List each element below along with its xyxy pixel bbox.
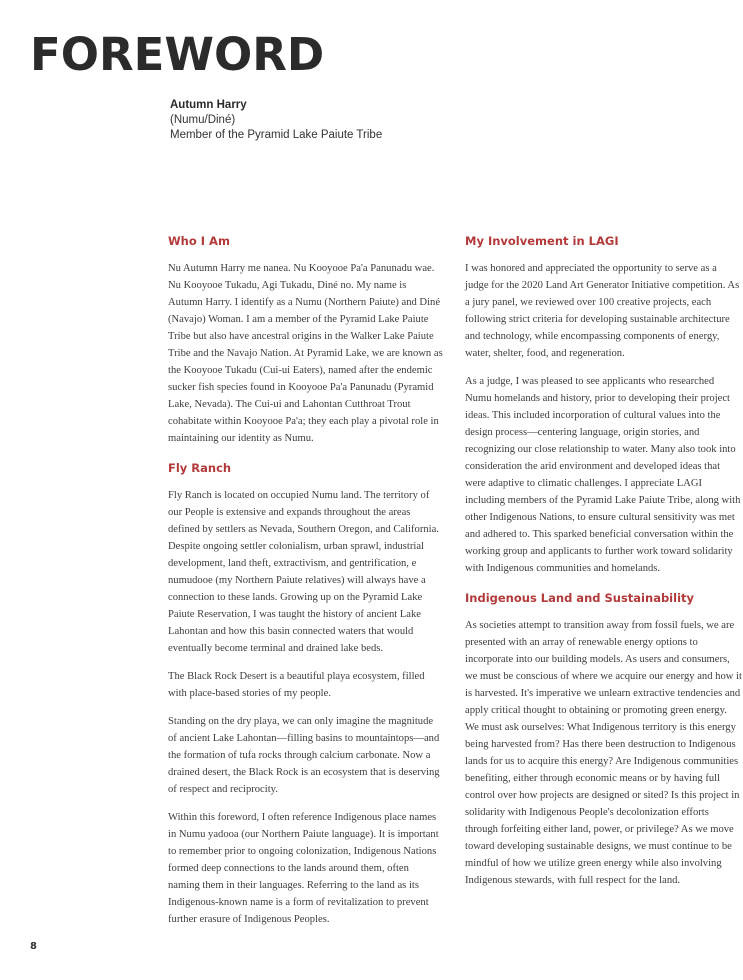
section-heading-sustainability: Indigenous Land and Sustainability — [465, 591, 695, 605]
author-nation: (Numu/Diné) — [170, 114, 236, 126]
section-who-i-am — [168, 234, 443, 447]
author-name: Autumn Harry — [170, 99, 247, 111]
page-title: FOREWORD — [30, 28, 325, 81]
paragraph: As societies attempt to transition away from fossil fuels, we are presented with an array of renewable energy options to incorporate into our building models. As users and consumers, we must be conscious of where we acquire our energy and how it is harvested. It's imperative we unlearn extractive tendencies and apply critical thought to obtaining or promoting green energy. We must ask ourselves: What Indigenous territory is this energy being harvested from? Has there been destruction to Indigenous lands for us to acquire this energy? Are Indigenous communities benefiting, either through economic means or by having full control over how projects are designed or sited? Is this project in solidarity with Indigenous People's decolonization efforts through forfeiting either land, power, or privilege? As we move toward developing sustainable designs, we must continue to be mindful of how we utilize green energy while also involving Indigenous stewards, with full respect for the land. — [465, 620, 742, 886]
paragraph: As a judge, I was pleased to see applicants who researched Numu homelands and history, prior to developing their project ideas. This included incorporation of cultural values into the design process—centering language, origin stories, and recognizing our close relationship to water. Many also took into consideration the arid environment and developed ideas that were adaptive to climatic challenges. I appreciate LAGI including members of the Pyramid Lake Paiute Tribe, along with other Indigenous Nations, to ensure cultural sensitivity was met and adhered to. This sparked beneficial conversation within the working group and applicants to further work toward solidarity with Indigenous communities and homelands. — [465, 376, 741, 574]
page-number: 8 — [30, 941, 37, 952]
paragraph: Within this foreword, I often reference Indigenous place names in Numu yadooa (our Northern Paiute language). It is important to remember prior to ongoing colonization, Indigenous Nations formed deep connections to the lands around them, often naming them in their languages. Referring to the land as its Indigenous-known name is a form of revitalization to prevent further erasure of Indigenous Peoples. — [168, 812, 439, 925]
section-heading-involvement: My Involvement in LAGI — [465, 234, 619, 248]
author-block — [170, 98, 382, 143]
paragraph: Standing on the dry playa, we can only imagine the magnitude of ancient Lake Lahontan—filling basins to mountaintops—and the formation of tufa rocks through calcium carbonate. Now a drained desert, the Black Rock is an ecosystem that is deserving of respect and reciprocity. — [168, 716, 440, 795]
author-affiliation: Member of the Pyramid Lake Paiute Tribe — [170, 129, 383, 141]
section-heading-fly-ranch: Fly Ranch — [168, 461, 232, 475]
paragraph: Fly Ranch is located on occupied Numu land. The territory of our People is extensive and expands throughout the areas defined by settlers as Nevada, Southern Oregon, and California. Despite ongoing settler colonialism, urban sprawl, industrial development, land theft, extractivism, and gentrification, e numudooe (my Northern Paiute relatives) will always have a connection to these lands. Growing up on the Pyramid Lake Paiute Reservation, I was taught the history of ancient Lake Lahontan and how this basin connected waters that would eventually become terminal and drained lake beds. — [168, 490, 439, 654]
section-fly-ranch — [168, 461, 443, 928]
section-sustainability — [465, 591, 742, 889]
paragraph: I was honored and appreciated the opportunity to serve as a judge for the 2020 Land Art Generator Initiative competition. As a jury panel, we reviewed over 100 creative projects, each following strict criteria for developing sustainable architecture and technology, while encompassing components of energy, water, shelter, food, and regeneration. — [465, 263, 740, 359]
paragraph: The Black Rock Desert is a beautiful playa ecosystem, filled with place-based stories of my people. — [168, 671, 425, 699]
paragraph: Nu Autumn Harry me nanea. Nu Kooyooe Pa'a Panunadu wae. Nu Kooyooe Tukadu, Agi Tukadu, Diné no. My name is Autumn Harry. I identify as a Numu (Northern Paiute) and Diné (Navajo) Woman. I am a member of the Pyramid Lake Paiute Tribe but also have ancestral origins in the Walker Lake Paiute Tribe and the Navajo Nation. At Pyramid Lake, we are known as the Kooyooe Tukadu (Cui-ui Eaters), named after the endemic sucker fish species found in Kooyooe Pa'a Panunadu (Pyramid Lake, Nevada). The Cui-ui and Lahontan Cutthroat Trout cohabitate within Kooyooe Pa'a; they each play a pivotal role in maintaining our identity as Numu. — [168, 263, 443, 444]
left-column — [168, 234, 443, 942]
section-involvement — [465, 234, 742, 577]
right-column — [465, 234, 742, 903]
section-heading-who-i-am: Who I Am — [168, 234, 230, 248]
